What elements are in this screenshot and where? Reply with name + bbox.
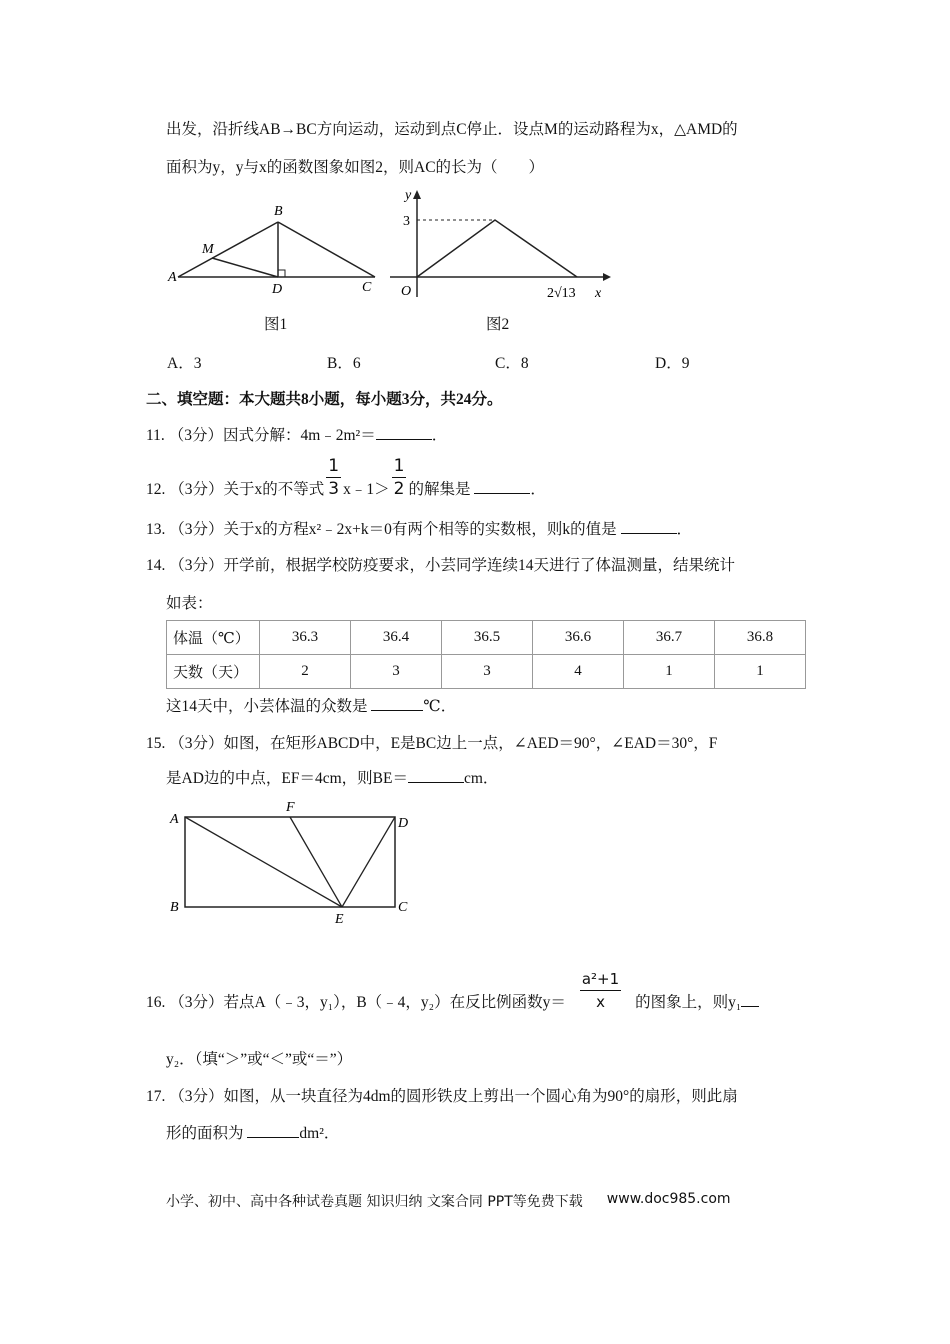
q13-end: ． [676,521,693,538]
q17-unit: dm²． [299,1125,340,1142]
label-D: D [272,282,283,297]
table-row [167,655,806,689]
table-cell: 3 [351,655,442,689]
q10-line1: 出发，沿折线AB→BC方向运动，运动到点C停止．设点M的运动路程为x，△AMD的 [166,121,738,138]
option-c[interactable]: C．8 [495,355,529,372]
q15-num: 15. [146,735,166,752]
label-A: A [170,812,179,827]
q16-num: 16. [146,994,166,1011]
temperature-table [166,620,806,689]
q11 [146,423,447,445]
frac3-num: a²+1 [580,968,621,991]
q13-blank[interactable] [621,521,677,534]
q17-line2 [166,1121,339,1143]
fig2-caption: 图2 [486,316,510,333]
table-cell: 体温（℃） [167,621,260,655]
frac2-den: 2 [393,479,405,499]
label-C: C [362,280,372,295]
table-cell: 天数（天） [167,655,260,689]
option-d[interactable]: D．9 [655,355,690,372]
q16-text: （3分）若点A（﹣3，y₁），B（﹣4，y₂）在反比例函数y＝ [169,994,566,1011]
frac1-den: 3 [328,479,340,499]
label-3: 3 [403,214,410,229]
label-D: D [398,816,409,831]
fraction-1-2 [392,455,407,500]
q17-text: （3分）如图，从一块直径为4dm的圆形铁皮上剪出一个圆心角为90°的扇形，则此扇 [169,1088,738,1105]
table-cell: 3 [442,655,533,689]
fraction-a2plus1-over-x [580,968,621,1013]
q14-after-text: 这14天中，小芸体温的众数是 [166,698,368,715]
q15-blank[interactable] [408,770,464,783]
table-cell: 1 [715,655,806,689]
figure-rectangle [160,795,420,930]
table-cell: 36.5 [442,621,533,655]
q17-num: 17. [146,1088,166,1105]
q16-line1 [146,968,759,1013]
q11-blank[interactable] [376,427,432,440]
table-cell: 36.7 [624,621,715,655]
q15-unit: cm． [463,770,499,787]
label-x: x [595,286,602,301]
figure-1 [160,195,390,305]
q13-num: 13. [146,521,166,538]
q17-line1 [146,1084,738,1106]
table-cell: 2 [260,655,351,689]
table-cell: 1 [624,655,715,689]
label-M: M [202,242,214,257]
q13-text: （3分）关于x的方程x²﹣2x+k＝0有两个相等的实数根，则k的值是 [169,521,617,538]
table-cell: 36.8 [715,621,806,655]
q14-num: 14. [146,557,166,574]
fraction-1-3 [326,455,341,500]
q16-post: 的图象上，则y₁ [635,994,742,1011]
q15-line2 [166,766,498,788]
table-row [167,621,806,655]
label-O: O [401,284,412,299]
q11-num: 11. [146,427,165,444]
fig1-caption: 图1 [264,316,288,333]
q12-post: 的解集是 [408,481,471,498]
q15-text: （3分）如图，在矩形ABCD中，E是BC边上一点，∠AED＝90°，∠EAD＝30°，F [169,735,718,752]
frac2-num: 1 [393,456,405,476]
q14-after [166,694,456,716]
footer-url[interactable]: www.doc985.com [606,1191,731,1207]
footer [166,1191,731,1211]
q11-text: （3分）因式分解：4m﹣2m²＝ [168,427,376,444]
q13 [146,517,692,539]
q17-text2: 形的面积为 [166,1125,244,1142]
q12-num: 12. [146,481,166,498]
q14-text: （3分）开学前，根据学校防疫要求，小芸同学连续14天进行了体温测量，结果统计 [169,557,736,574]
option-a[interactable]: A．3 [167,355,202,372]
q14-blank[interactable] [371,698,423,711]
q10-line2: 面积为y，y与x的函数图象如图2，则AC的长为（ ） [166,159,545,176]
q17-blank[interactable] [247,1125,299,1138]
label-A: A [168,270,177,285]
table-cell: 36.4 [351,621,442,655]
q14-line1 [146,553,735,575]
q12-pre: （3分）关于x的不等式 [169,481,325,498]
q12-end: ． [530,481,546,498]
label-2sqrt13: 2√13 [547,286,576,301]
label-B: B [274,204,283,219]
q12-mid: x﹣1＞ [343,481,390,498]
q14-line2: 如表： [166,595,213,612]
frac1-num: 1 [328,456,340,476]
option-b[interactable]: B．6 [327,355,361,372]
label-F: F [286,800,295,815]
q16-blank[interactable] [741,994,759,1007]
q12 [146,455,546,500]
table-cell: 36.6 [533,621,624,655]
footer-text: 小学、初中、高中各种试卷真题 知识归纳 文案合同 PPT等免费下载 [166,1194,583,1210]
table-cell: 36.3 [260,621,351,655]
section-heading: 二、填空题：本大题共8小题，每小题3分，共24分。 [146,391,503,408]
label-y: y [405,188,412,203]
table-cell: 4 [533,655,624,689]
label-B: B [170,900,179,915]
figure-2 [385,185,615,305]
label-C: C [398,900,408,915]
q12-blank[interactable] [474,481,530,494]
label-E: E [335,912,344,927]
q15-text2: 是AD边的中点，EF＝4cm，则BE＝ [166,770,408,787]
q14-unit: ℃． [423,698,457,715]
q15-line1 [146,731,717,753]
q11-end: ． [431,427,448,444]
frac3-den: x [596,993,605,1011]
q16-line2: y₂．（填“＞”或“＜”或“＝”） [166,1051,353,1068]
